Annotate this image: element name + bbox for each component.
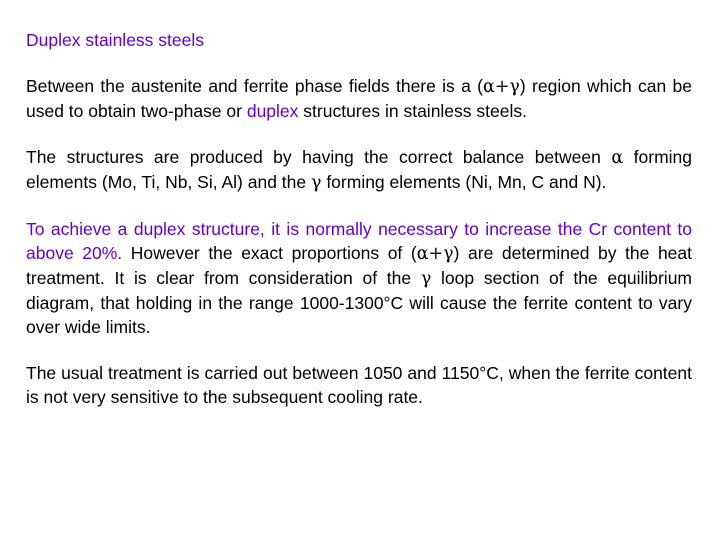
p4-text-a: The usual treatment is carried out between 1050 and 1150°C, when the ferrite content is not very sensitive to the subsequent cooling rate.	[26, 363, 692, 407]
gamma-symbol: γ	[310, 173, 322, 193]
paragraph-treatment	[26, 361, 692, 409]
p2-text-c: forming elements (Mo, Ti, Nb, Si, Al) and the	[26, 147, 693, 192]
duplex-highlight: duplex	[246, 101, 299, 121]
p3-text-d: ) are determined by the heat treatment. It is clear from consideration of the	[26, 243, 693, 288]
alpha-gamma-symbol: α+γ	[482, 77, 520, 97]
p2-text-a: The structures are produced by having the correct balance between	[26, 147, 612, 167]
p3-text-f: loop section of the equilibrium diagram, that holding in the range 1000-1300°C will cause the ferrite content to vary over wide limits.	[26, 268, 692, 337]
p2-text-e: forming elements (Ni, Mn, C and N).	[321, 172, 607, 192]
paragraph-forming-elements	[26, 145, 692, 195]
slide-content	[26, 28, 692, 431]
slide-title: Duplex stainless steels	[26, 30, 204, 50]
paragraph-duplex-structure	[26, 217, 692, 339]
alpha-symbol: α	[611, 148, 624, 168]
alpha-gamma-symbol-2: α+γ	[416, 244, 454, 264]
p1-text-c: ) region which can be used to obtain two-phase or	[26, 76, 692, 121]
paragraph-phase-fields	[26, 74, 692, 123]
chromium-content-highlight: To achieve a duplex structure, it is normally necessary to increase the Cr content to above 20%.	[26, 219, 692, 263]
p3-text-b: However the exact proportions of (	[122, 243, 417, 263]
p1-text-a: Between the austenite and ferrite phase fields there is a (	[26, 76, 483, 96]
gamma-symbol-2: γ	[420, 269, 432, 289]
p1-text-e: structures in stainless steels.	[298, 101, 527, 121]
